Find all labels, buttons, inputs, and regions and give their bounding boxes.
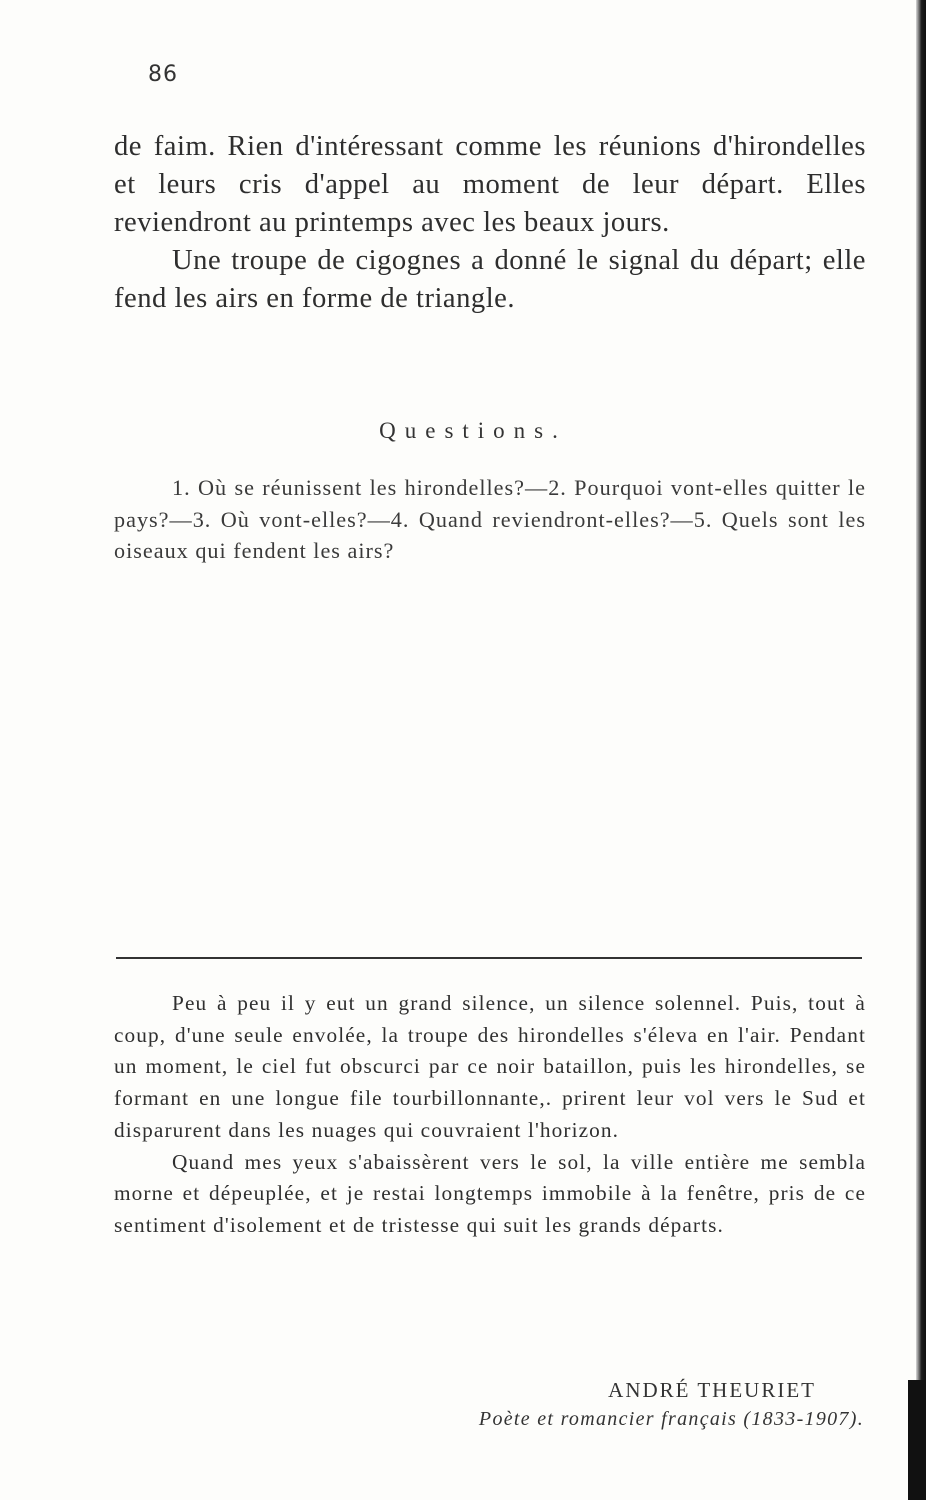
paragraph-great-silence: Peu à peu il y eut un grand silence, un silence solennel. Puis, tout à coup, d'une seule envolée, la troupe des hirondelles s'éleva en l'air. Pendant un moment, le ciel fut obscurci par ce noir bataillon, puis les hirondelles, se formant en une longue file tourbillonnante,. prirent leur vol vers le Sud et disparurent dans les nuages qui couvraient l'horizon.: [114, 991, 866, 1142]
questions-heading: Questions.: [379, 418, 567, 443]
page-number: 86: [148, 62, 178, 87]
paragraph-swallows-departure: de faim. Rien d'intéressant comme les réunions d'hirondelles et leurs cris d'appel au moment de leur départ. Elles reviendront au printemps avec les beaux jours.: [114, 131, 866, 238]
author-description: Poète et romancier français (1833-1907).: [478, 1408, 864, 1430]
lower-text-block: [114, 988, 866, 1242]
questions-list: 1. Où se réunissent les hirondelles?—2. Pourquoi vont-elles quitter le pays?—3. Où vont-elles?—4. Quand reviendront-elles?—5. Quels sont les oiseaux qui fendent les airs?: [114, 475, 866, 563]
section-divider: [116, 957, 862, 959]
upper-text-block: [114, 128, 866, 318]
page-binding-edge: [916, 0, 926, 1500]
page-corner-shadow: [908, 1380, 926, 1500]
paragraph-storks-signal: Une troupe de cigognes a donné le signal du départ; elle fend les airs en forme de triangle.: [114, 245, 866, 314]
author-name: ANDRÉ THEURIET: [608, 1378, 816, 1402]
paragraph-deserted-town: Quand mes yeux s'abaissèrent vers le sol, la ville entière me sembla morne et dépeuplée, et je restai longtemps immobile à la fenêtre, pris de ce sentiment d'isolement et de tristesse qui suit les grands départs.: [114, 1149, 866, 1237]
